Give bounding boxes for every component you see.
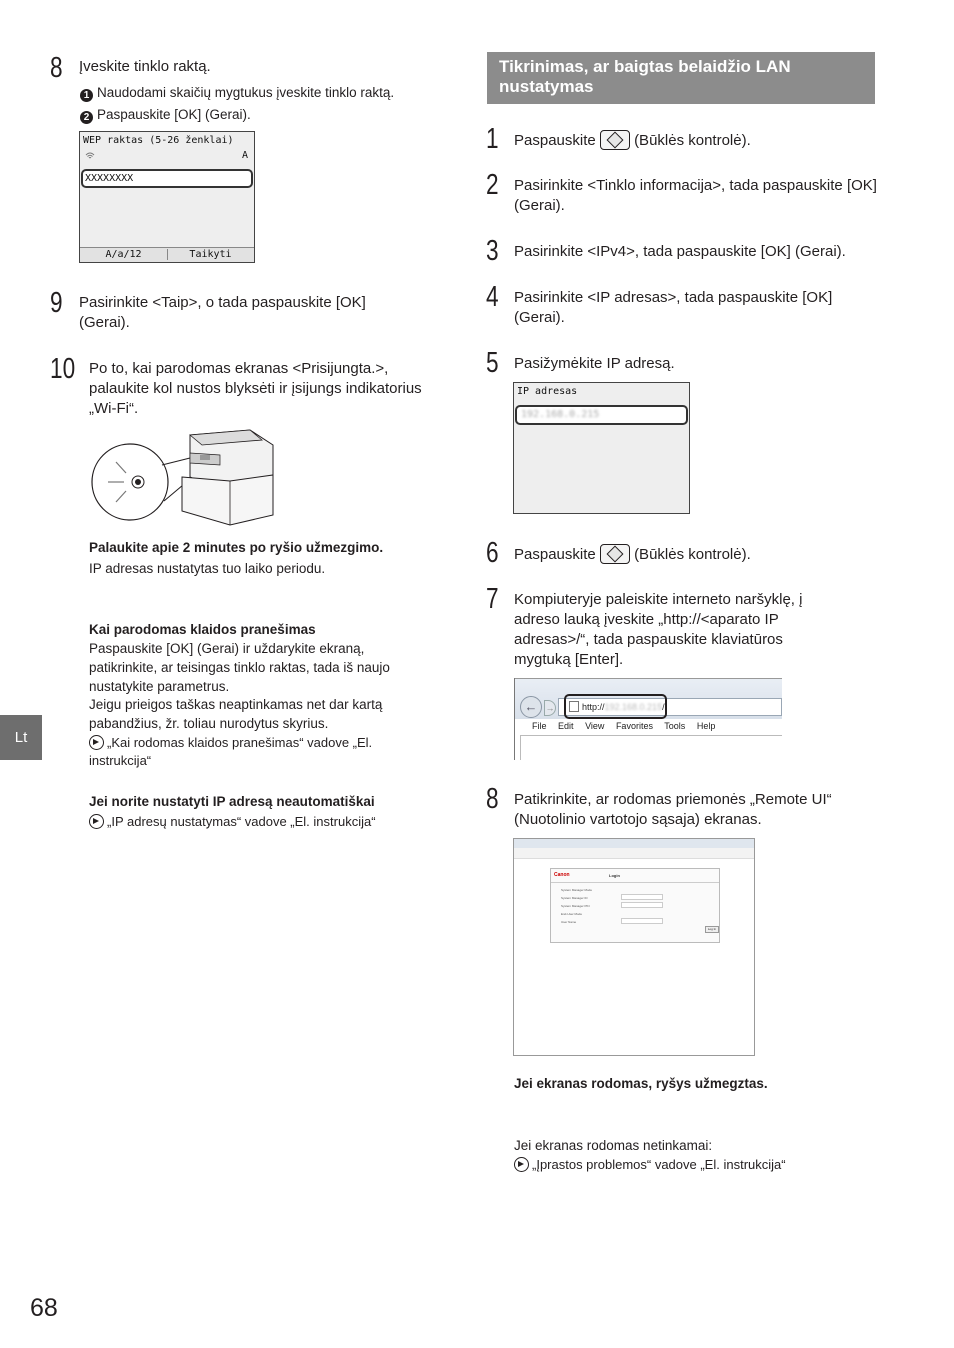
- step-text-after: (Būklės kontrolė).: [634, 132, 751, 149]
- substep-text: Naudodami skaičių mygtukus įveskite tinklo raktą.: [97, 85, 395, 100]
- step-text: Pasirinkite <IPv4>, tada paspauskite [OK] (Gerai).: [514, 243, 846, 260]
- wifi-icon: [85, 151, 95, 161]
- step-number: 9: [50, 287, 63, 319]
- status-monitor-icon: [600, 130, 630, 150]
- manager-pin-field[interactable]: [621, 902, 663, 908]
- url-prefix: http://: [582, 702, 605, 712]
- login-row: System Manager PIN: [561, 904, 590, 908]
- menu-view[interactable]: View: [585, 721, 605, 731]
- forward-icon[interactable]: →: [544, 700, 556, 716]
- login-fields: [561, 886, 592, 926]
- step-text: Pasirinkite <Taip>, o tada paspauskite [OK] (Gerai).: [79, 294, 366, 331]
- printer-wifi-illustration: [90, 425, 280, 530]
- substep-2: [80, 105, 251, 124]
- login-row: End-User Mode: [561, 912, 583, 916]
- step-text: Kompiuteryje paleiskite interneto naršyklę, į adreso lauką įveskite „http://<aparato IP adresas>/“, tada paspauskite klaviatūros mygtuką [Enter].: [514, 591, 803, 668]
- url-suffix: /: [662, 702, 665, 712]
- step-number: 6: [486, 537, 499, 569]
- step-text-before: Paspauskite: [514, 546, 596, 563]
- substep-text: Paspauskite [OK] (Gerai).: [97, 107, 251, 122]
- problem-note: Jei ekranas rodomas netinkamai:: [514, 1138, 713, 1153]
- apply-softkey[interactable]: Taikyti: [189, 249, 232, 260]
- circled-number: 2: [80, 111, 93, 124]
- page-icon: [569, 701, 579, 712]
- step-number: 1: [486, 123, 499, 155]
- user-name-field[interactable]: [621, 918, 663, 924]
- back-icon[interactable]: ←: [520, 696, 542, 718]
- remote-ui-screenshot: [513, 838, 755, 1056]
- url-ip: 192.168.0.215: [604, 702, 663, 712]
- lcd-screen: [513, 382, 690, 514]
- reference-text: „Kai rodomas klaidos pranešimas“ vadove „El. instrukcija“: [89, 735, 373, 768]
- reference-arrow-icon: [89, 735, 104, 750]
- step-text-after: (Būklės kontrolė).: [634, 546, 751, 563]
- error-title: Kai parodomas klaidos pranešimas: [89, 622, 316, 637]
- browser-illustration: [514, 678, 782, 760]
- error-reference[interactable]: [89, 734, 389, 770]
- reference-text: „Įprastos problemos“ vadove „El. instrukcija“: [532, 1157, 786, 1172]
- success-note: Jei ekranas rodomas, ryšys užmegztas.: [514, 1076, 768, 1091]
- wait-title: Palaukite apie 2 minutes po ryšio užmezgimo.: [89, 540, 384, 555]
- step-text: Pasirinkite <Tinklo informacija>, tada paspauskite [OK] (Gerai).: [514, 177, 877, 214]
- key-input-field[interactable]: [81, 169, 253, 188]
- step-text: [514, 130, 751, 151]
- step-text: Patikrinkite, ar rodomas priemonės „Remote UI“ (Nuotolinio vartotojo sąsaja) ekranas.: [514, 791, 832, 828]
- key-value: XXXXXXXX: [85, 173, 134, 184]
- menu-favorites[interactable]: Favorites: [615, 721, 653, 731]
- login-button[interactable]: Log In: [705, 926, 719, 933]
- input-mode-softkey[interactable]: A/a/12: [80, 249, 168, 260]
- step-number: 5: [486, 347, 499, 379]
- lcd-title: WEP raktas (5-26 ženklai): [83, 135, 234, 146]
- menu-help[interactable]: Help: [696, 721, 716, 731]
- menu-file[interactable]: File: [532, 721, 547, 731]
- reference-arrow-icon: [89, 814, 104, 829]
- lcd-title: IP adresas: [517, 386, 578, 397]
- menu-tools[interactable]: Tools: [664, 721, 686, 731]
- error-paragraph-2: Jeigu prieigos taškas neaptinkamas net dar kartą pabandžius, žr. toliau nurodytus skyrius.: [89, 697, 383, 731]
- step-number: 7: [486, 583, 499, 615]
- ip-address-value: 192.168.0.215: [521, 409, 600, 420]
- menu-edit[interactable]: Edit: [558, 721, 574, 731]
- step-number: 8: [486, 783, 499, 815]
- login-panel: [550, 868, 720, 943]
- manager-id-field[interactable]: [621, 894, 663, 900]
- login-row: User Name: [561, 920, 577, 924]
- reference-arrow-icon: [514, 1157, 529, 1172]
- step-number: 4: [486, 281, 499, 313]
- substep-1: [80, 83, 394, 102]
- address-text[interactable]: [582, 702, 665, 713]
- problem-reference[interactable]: [514, 1156, 786, 1174]
- step-number: 10: [50, 353, 76, 385]
- login-row: System Manager ID: [561, 896, 588, 900]
- step-text: Pasirinkite <IP adresas>, tada paspauskite [OK] (Gerai).: [514, 289, 833, 326]
- manual-ip-title: Jei norite nustatyti IP adresą neautomatiškai: [89, 794, 375, 809]
- lcd-softkeys: [80, 247, 254, 262]
- ip-address-field[interactable]: [515, 405, 688, 425]
- step-text: Pasižymėkite IP adresą.: [514, 355, 675, 372]
- section-title: Tikrinimas, ar baigtas belaidžio LAN nustatymas: [487, 52, 875, 104]
- login-title: Login: [609, 873, 620, 878]
- step-number: 8: [50, 52, 63, 84]
- browser-menu: [532, 721, 715, 732]
- step-text: Po to, kai parodomas ekranas <Prisijungta.>, palaukite kol nustos blyksėti ir įsijungs indikatorius „Wi-Fi“.: [89, 360, 422, 417]
- lcd-screen: [79, 131, 255, 263]
- manual-ip-reference[interactable]: [89, 813, 376, 831]
- step-number: 3: [486, 235, 499, 267]
- page-number: 68: [30, 1294, 58, 1322]
- status-monitor-icon: [600, 544, 630, 564]
- step-text-before: Paspauskite: [514, 132, 596, 149]
- error-paragraph-1: Paspauskite [OK] (Gerai) ir uždarykite ekraną, patikrinkite, ar teisingas tinklo raktas, tada iš naujo nustatykite parametrus.: [89, 641, 390, 694]
- language-tab: Lt: [0, 715, 42, 760]
- step-text: [514, 544, 751, 565]
- step-number: 2: [486, 169, 499, 201]
- input-mode: A: [241, 150, 248, 161]
- login-row: System Manager Mode: [561, 888, 593, 892]
- step-text: Įveskite tinklo raktą.: [79, 58, 211, 75]
- circled-number: 1: [80, 89, 93, 102]
- reference-text: „IP adresų nustatymas“ vadove „El. instrukcija“: [107, 814, 376, 829]
- wait-text: IP adresas nustatytas tuo laiko periodu.: [89, 561, 326, 576]
- canon-logo: Canon: [554, 872, 570, 878]
